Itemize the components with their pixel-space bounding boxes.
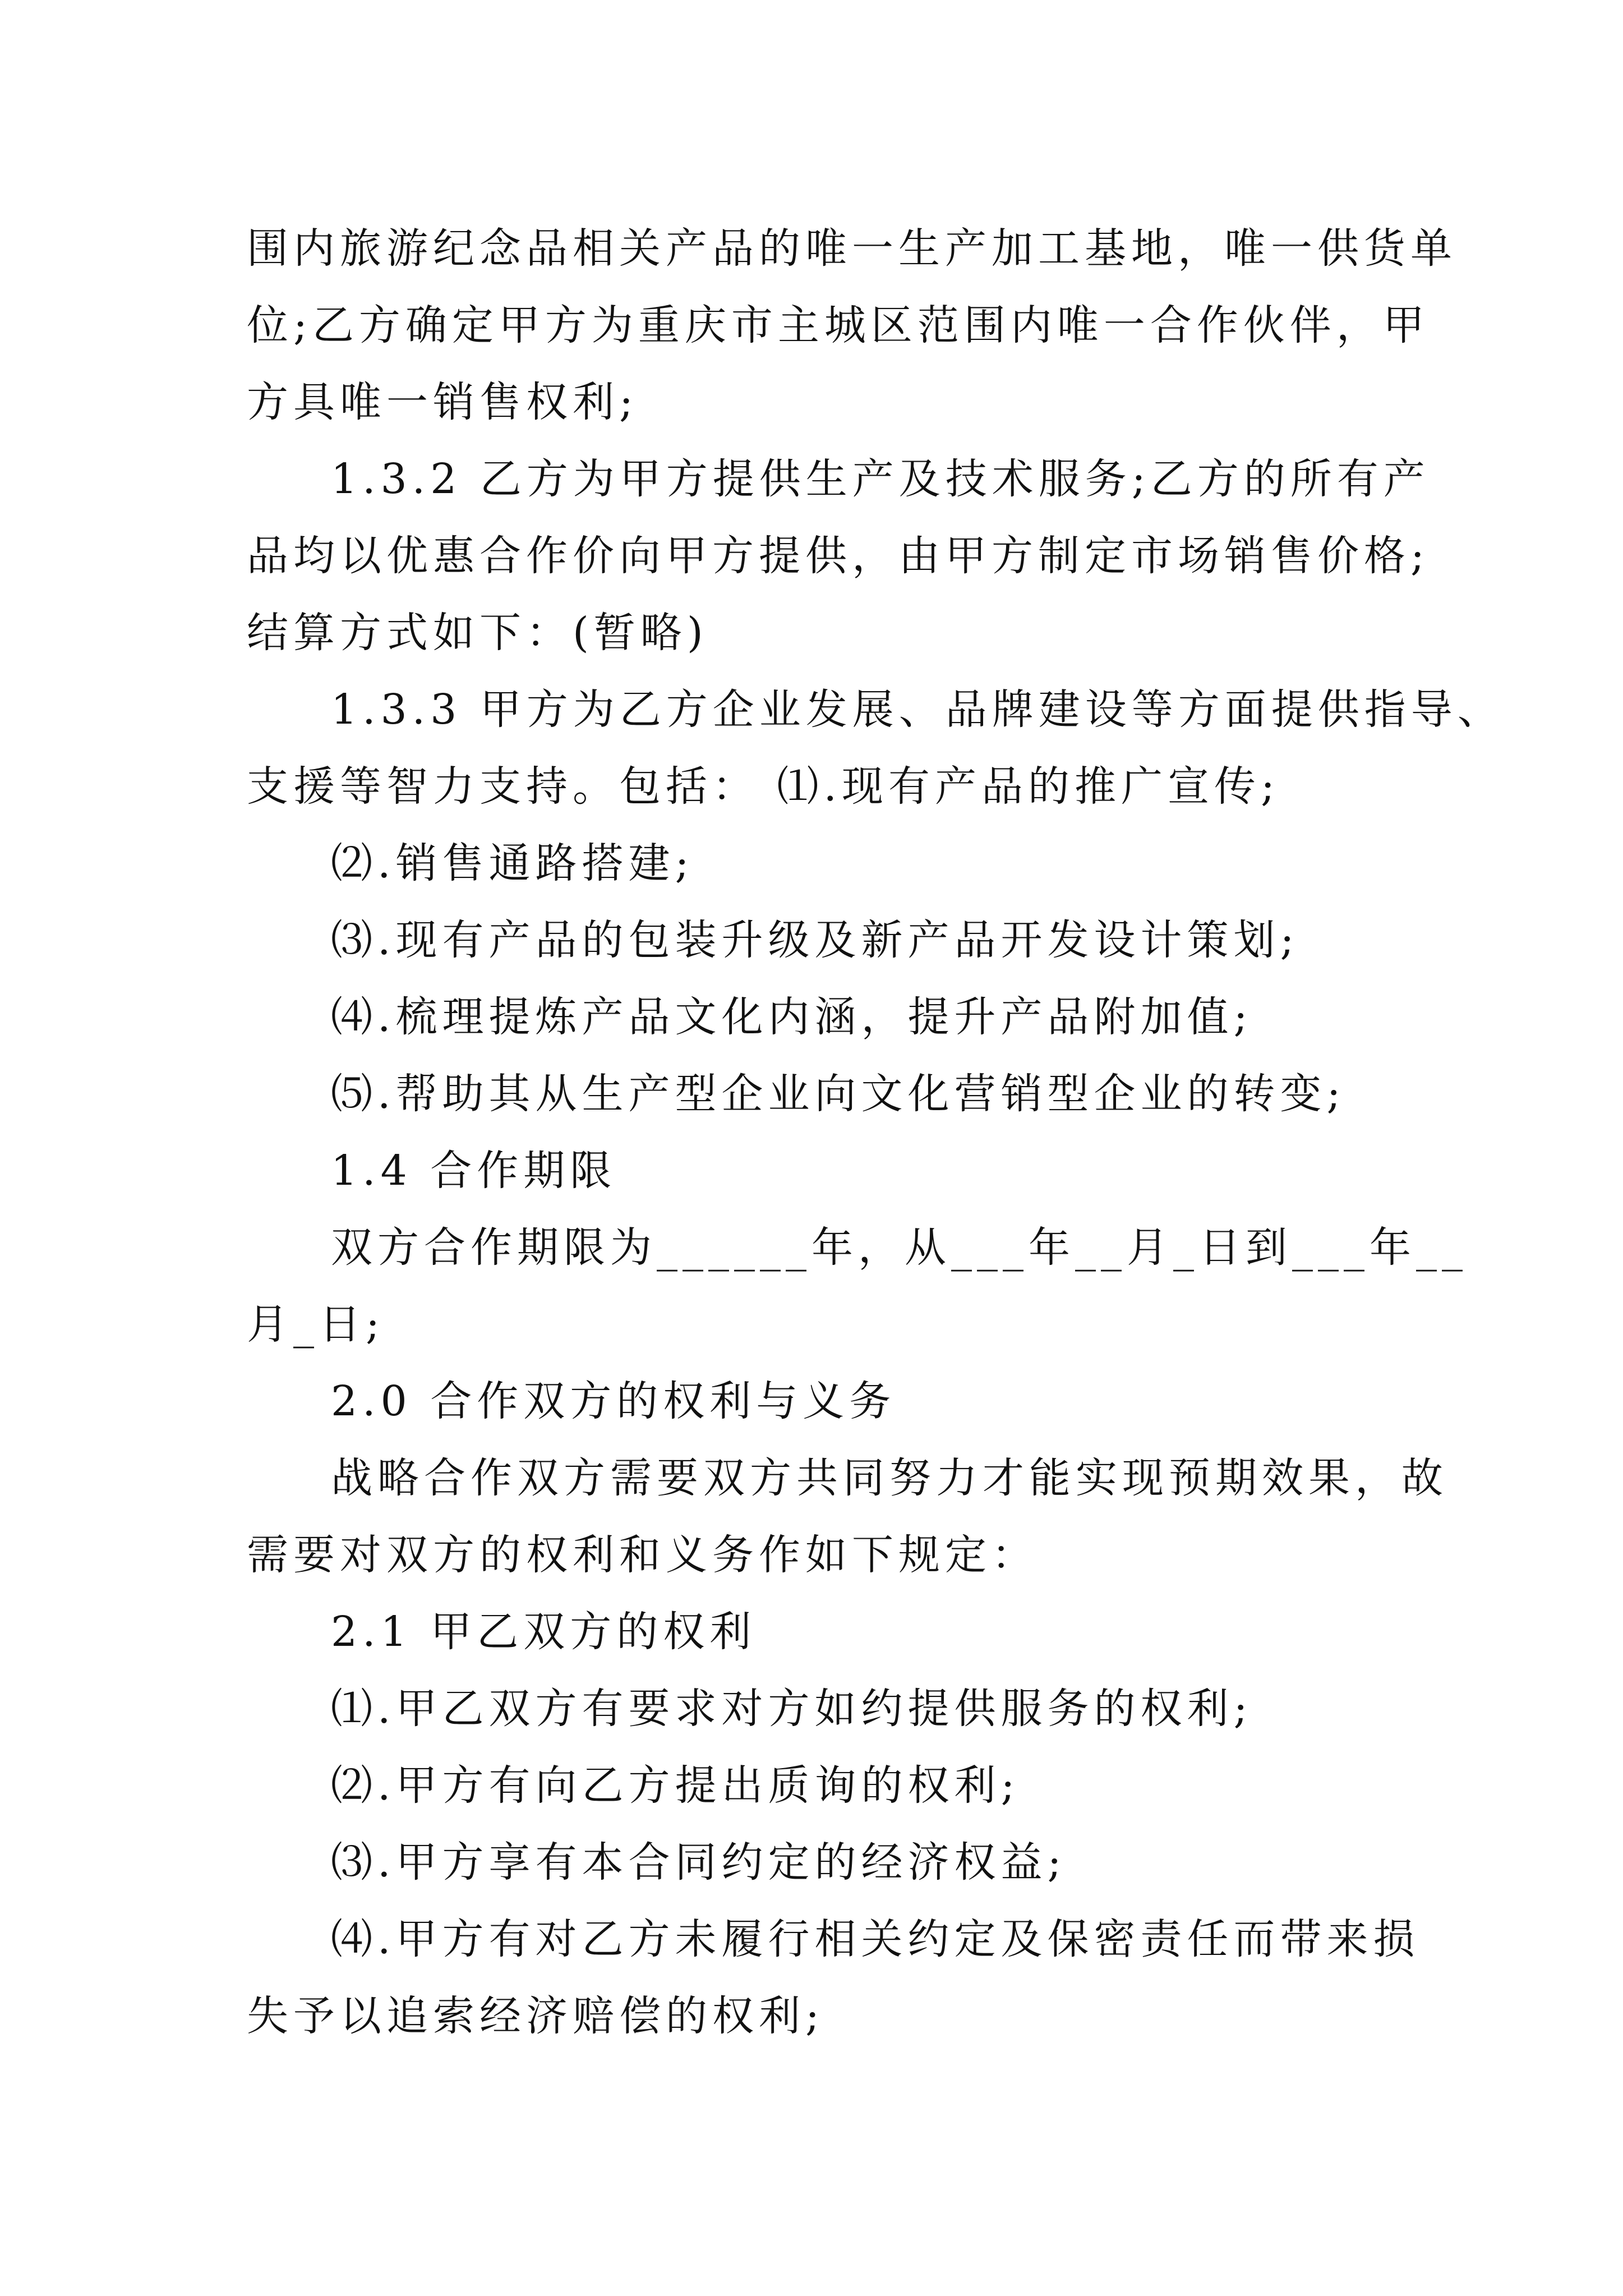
text-line: 位;乙方确定甲方为重庆市主城区范围内唯一合作伙伴，甲 [247, 301, 1430, 349]
text-line: 需要对双方的权利和义务作如下规定： [247, 1531, 1038, 1579]
section-heading-2-1: 2.1 甲乙双方的权利 [331, 1608, 757, 1656]
document-body [247, 210, 1504, 2055]
clause-1-3-2: 1.3.2 乙方为甲方提供生产及技术服务;乙方的所有产 [331, 455, 1430, 503]
list-item: ⑸.帮助其从生产型企业向文化营销型企业的转变; [331, 1070, 1346, 1118]
text-line: 月_日; [247, 1300, 385, 1349]
list-item: ⑷.甲方有对乙方未履行相关约定及保密责任而带来损 [331, 1915, 1420, 1963]
clause-1-3-3: 1.3.3 甲方为乙方企业发展、品牌建设等方面提供指导、 [331, 685, 1504, 734]
text-line: 品均以优惠合作价向甲方提供，由甲方制定市场销售价格; [247, 532, 1430, 580]
section-heading-1-4: 1.4 合作期限 [331, 1147, 617, 1195]
list-item: ⑴.甲乙双方有要求对方如约提供服务的权利; [331, 1685, 1253, 1733]
list-item: ⑷.梳理提炼产品文化内涵，提升产品附加值; [331, 993, 1253, 1041]
text-line: 失予以追索经济赔偿的权利; [247, 1992, 824, 2040]
list-item: ⑶.现有产品的包装升级及新产品开发设计策划; [331, 916, 1299, 964]
list-item: ⑶.甲方享有本合同约定的经济权益; [331, 1838, 1067, 1887]
text-line: 方具唯一销售权利; [247, 378, 638, 426]
text-line: 结算方式如下：(暂略) [247, 609, 708, 657]
text-line: 战略合作双方需要双方共同努力才能实现预期效果，故 [331, 1454, 1448, 1502]
text-line: 围内旅游纪念品相关产品的唯一生产加工基地，唯一供货单 [247, 224, 1457, 273]
section-heading-2-0: 2.0 合作双方的权利与义务 [331, 1377, 896, 1425]
text-line: 支援等智力支持。包括： ⑴.现有产品的推广宣传; [247, 762, 1280, 811]
list-item: ⑵.销售通路搭建; [331, 839, 694, 887]
list-item: ⑵.甲方有向乙方提出质询的权利; [331, 1761, 1020, 1810]
cooperation-term-line: 双方合作期限为______年，从___年__月_日到___年__ [331, 1223, 1468, 1272]
